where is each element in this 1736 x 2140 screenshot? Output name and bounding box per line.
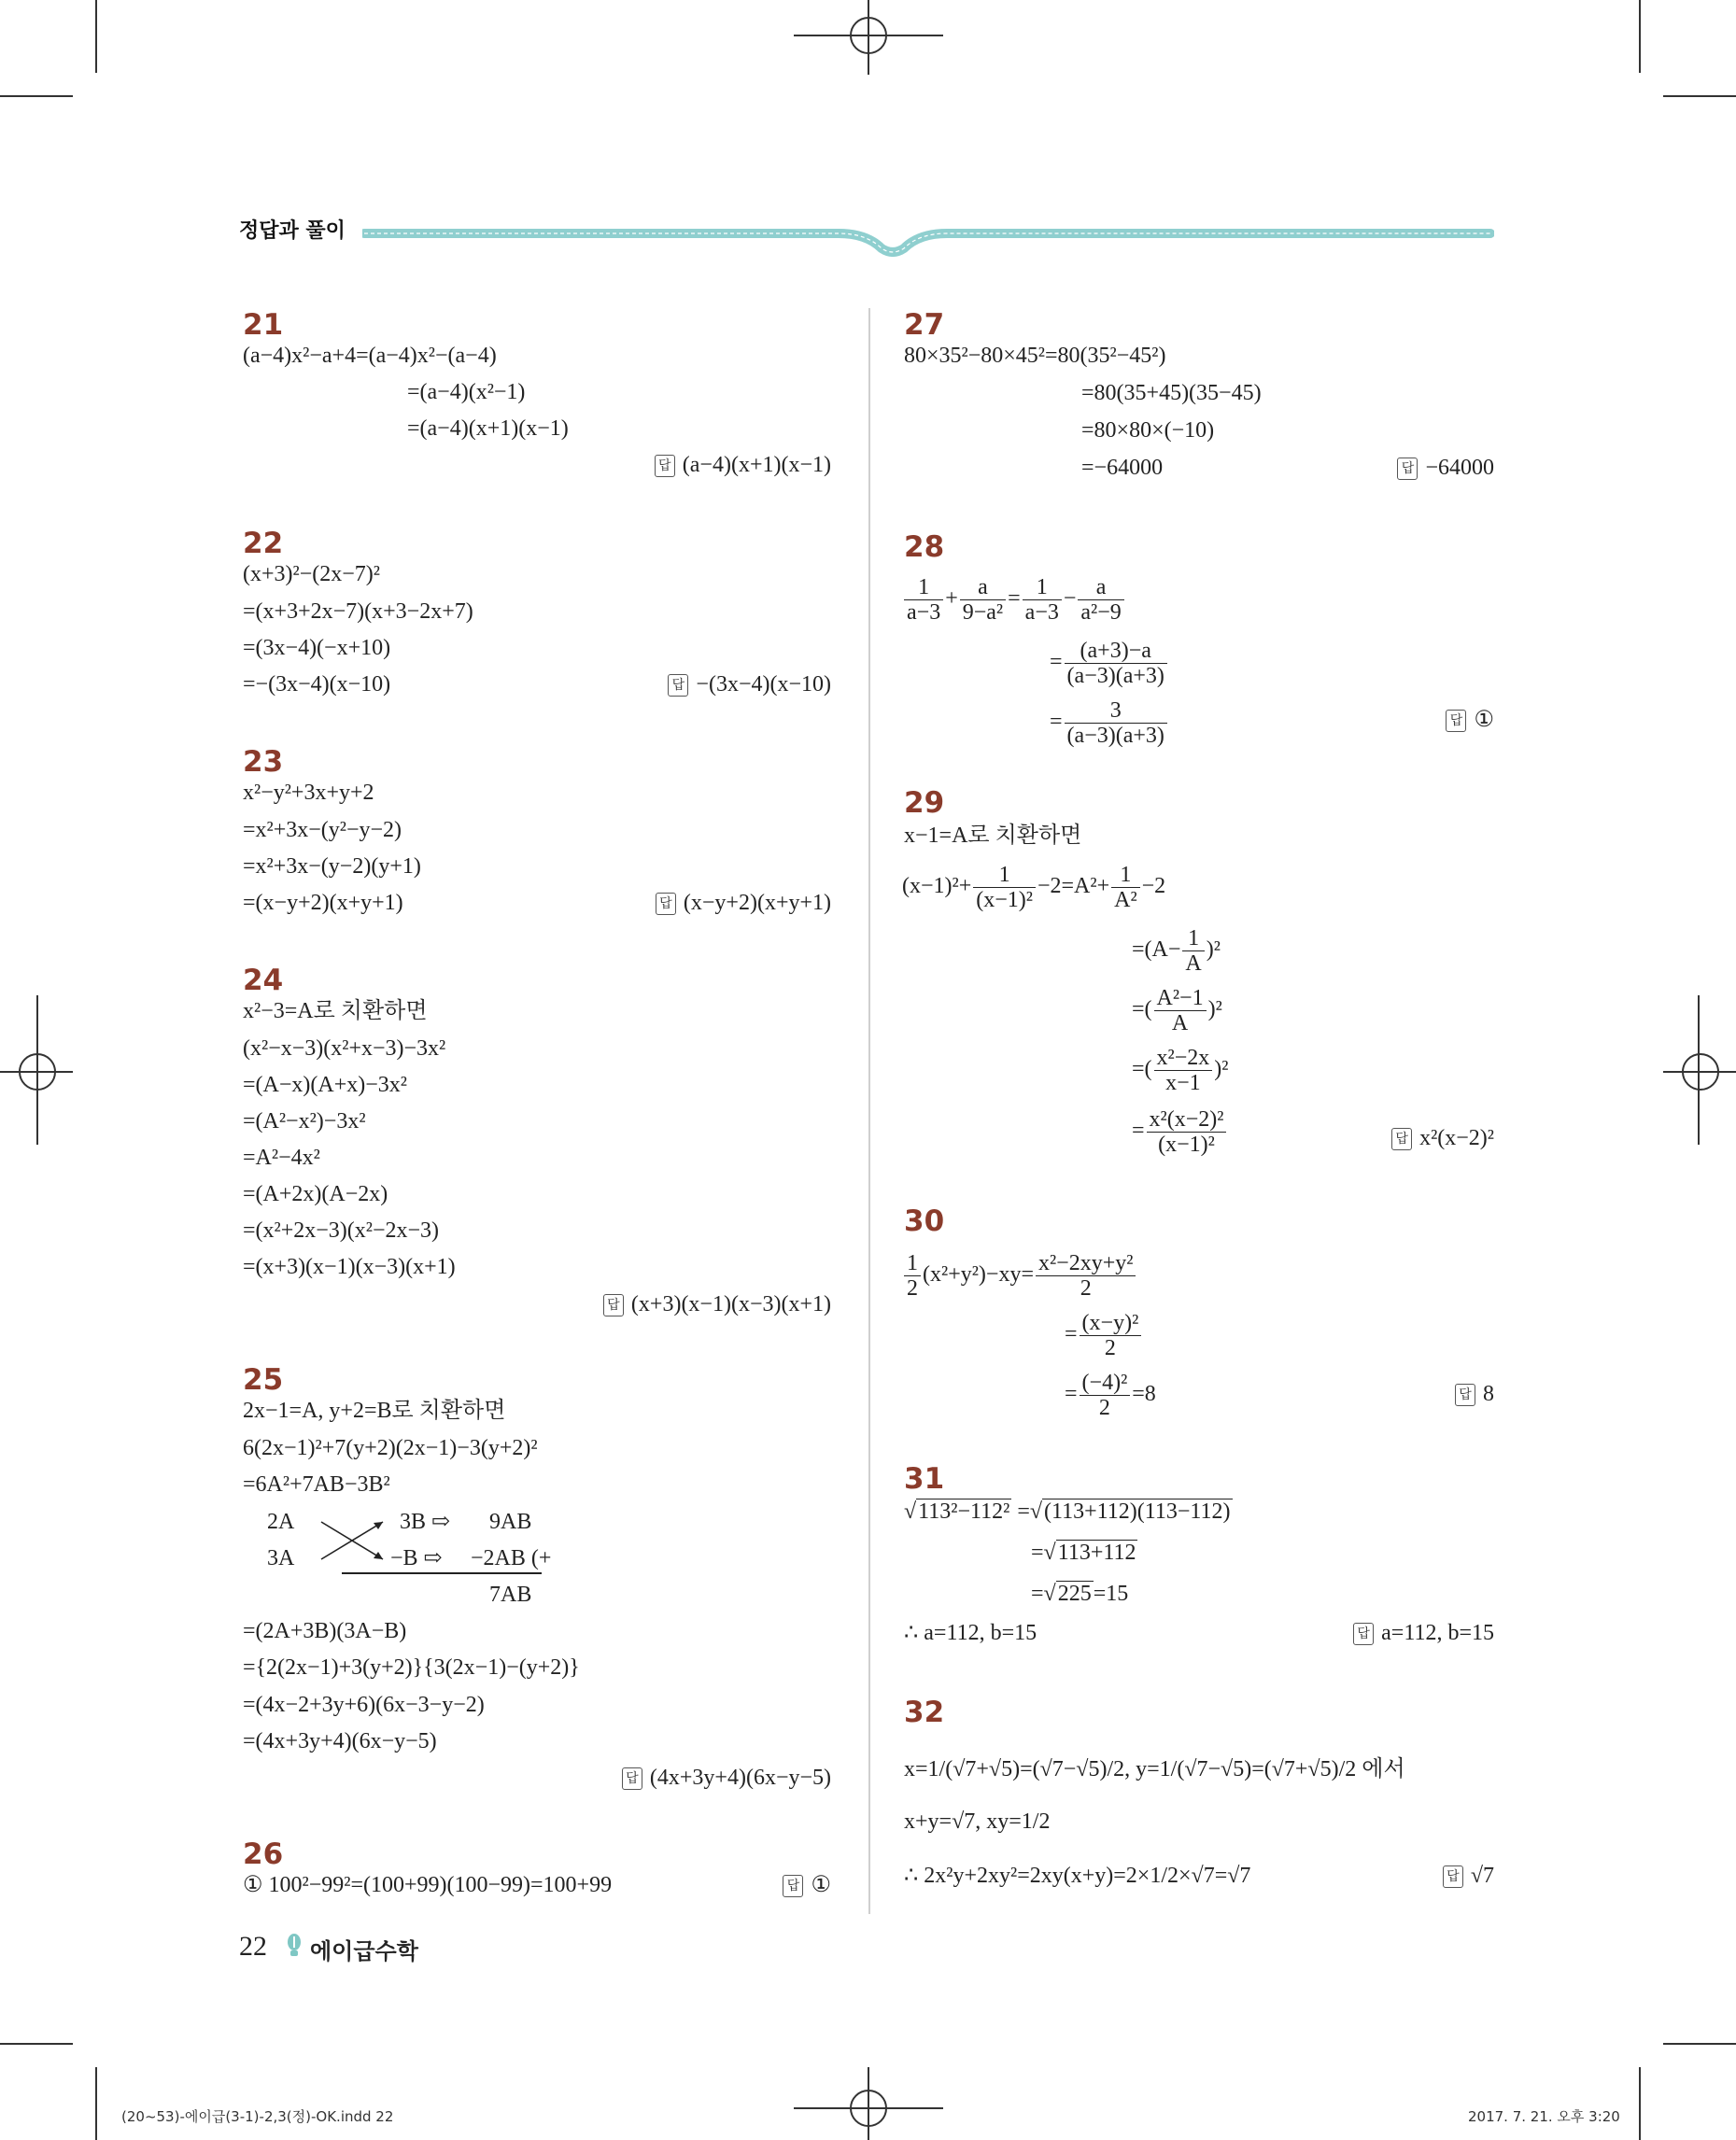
answer-mark-icon: 답 — [668, 674, 688, 697]
answer — [1419, 1380, 1494, 1408]
math-line: =(3x−4)(−x+10) — [243, 636, 391, 660]
answer — [560, 889, 831, 917]
fraction: $\frac{1}{2}$ — [904, 1251, 921, 1301]
answer — [1345, 454, 1494, 482]
math-line: =(A− $\frac{1}{A}$ )² — [1132, 926, 1221, 976]
math-line: = $\frac{3}{(a-3)(a+3)}$ — [1050, 698, 1169, 748]
page-number: 22 — [239, 1931, 267, 1962]
print-timestamp: 2017. 7. 21. 오후 3:20 — [1468, 2108, 1620, 2125]
fraction: $\frac{1}{\text{(x−1)²}}$ — [973, 863, 1036, 912]
fraction: $\frac{1}{a-3}$ — [904, 575, 943, 625]
crop-mark — [95, 0, 97, 73]
problem-number: 24 — [243, 964, 284, 997]
answer-text: √7 — [1470, 1864, 1494, 1888]
crop-mark — [1698, 995, 1700, 1145]
math-line: =(x−y+2)(x+y+1) — [243, 891, 403, 915]
math-line: 80×35²−80×45²=80(35²−45²) — [904, 344, 1166, 368]
math-line: =(x+3)(x−1)(x−3)(x+1) — [243, 1255, 456, 1279]
math-line: =x²+3x−(y²−y−2) — [243, 818, 402, 842]
crop-mark — [868, 2067, 869, 2140]
answer-mark-icon: 답 — [1446, 710, 1466, 732]
math-line: (x−1)²+ $\frac{1}{\text{(x−1)²}}$ −2=A²+ $\frac{1}{\text{A²}}$ −2 — [902, 863, 1166, 912]
problem-number: 32 — [904, 1696, 945, 1729]
page-title: 정답과 풀이 — [239, 219, 346, 243]
math-line: =√225=15 — [1031, 1582, 1129, 1606]
answer-text: −(3x−4)(x−10) — [696, 672, 831, 697]
answer-text: (a−4)(x+1)(x−1) — [682, 453, 831, 477]
fraction: $\frac{\text{x²−2x}}{x-1}$ — [1154, 1046, 1213, 1095]
math-line: = $\frac{\text{x²(x−2)²}}{\text{(x−1)²}}$ — [1132, 1107, 1228, 1157]
fraction: $\frac{3}{(a-3)(a+3)}$ — [1065, 698, 1167, 748]
print-file-name: (20~53)-에이급(3-1)-2,3(정)-OK.indd 22 — [121, 2108, 394, 2125]
answer-mark-icon: 답 — [622, 1767, 642, 1790]
answer-text: ① — [811, 1873, 831, 1897]
problem-number: 27 — [904, 308, 945, 342]
answer-mark-icon: 답 — [1455, 1384, 1475, 1406]
math-line: = $\frac{\text{(x−y)²}}{2}$ — [1065, 1311, 1143, 1360]
math-line: (x+3)²−(2x−7)² — [243, 562, 380, 586]
cross-factor-term: 3A — [267, 1546, 295, 1570]
problem-number: 25 — [243, 1363, 284, 1397]
answer — [747, 1871, 831, 1899]
fraction: $\frac{a}{\text{9−a²}}$ — [960, 575, 1006, 625]
problem-number: 21 — [243, 308, 284, 342]
cross-factor-term: 2A — [267, 1510, 295, 1534]
crop-mark — [1663, 2043, 1736, 2045]
problem-number: 30 — [904, 1204, 945, 1238]
fraction: $\frac{\text{(x−y)²}}{2}$ — [1080, 1311, 1142, 1360]
answer-mark-icon: 답 — [1397, 458, 1418, 480]
answer-mark-icon: 답 — [1443, 1865, 1463, 1888]
answer-mark-icon: 답 — [656, 893, 676, 915]
math-line: =−(3x−4)(x−10) — [243, 672, 391, 697]
fraction: $\frac{1}{\text{A²}}$ — [1111, 863, 1140, 912]
problem-number: 23 — [243, 745, 284, 779]
problem-number: 31 — [904, 1462, 945, 1496]
cross-factor-arrows — [318, 1511, 439, 1567]
math-line: 6(2x−1)²+7(y+2)(2x−1)−3(y+2)² — [243, 1436, 538, 1460]
math-line: =80(35+45)(35−45) — [1081, 381, 1262, 405]
math-line: (a−4)x²−a+4=(a−4)x²−(a−4) — [243, 344, 497, 368]
math-line: =(A²−x²)−3x² — [243, 1109, 366, 1133]
math-line: =( $\frac{\text{A²−1}}{A}$ )² — [1132, 986, 1222, 1035]
math-line: = $\frac{\text{(−4)²}}{2}$ =8 — [1065, 1371, 1156, 1420]
cross-factor-term: 9AB — [489, 1510, 532, 1534]
math-line: =( $\frac{\text{x²−2x}}{x-1}$ )² — [1132, 1046, 1229, 1095]
answer — [560, 670, 831, 698]
answer-text: 8 — [1483, 1382, 1494, 1406]
math-line: x+y=√7, xy=1/2 — [904, 1809, 1051, 1834]
math-line: =(x²+2x−3)(x²−2x−3) — [243, 1218, 440, 1243]
math-line: =x²+3x−(y−2)(y+1) — [243, 854, 421, 879]
answer-mark-icon: 답 — [783, 1875, 803, 1897]
math-line: =(4x−2+3y+6)(6x−3−y−2) — [243, 1693, 485, 1717]
math-line: ={2(2x−1)+3(y+2)}{3(2x−1)−(y+2)} — [243, 1655, 580, 1680]
answer-mark-icon: 답 — [1391, 1128, 1412, 1150]
math-line: =√113+112 — [1031, 1541, 1136, 1565]
sum-rule — [342, 1572, 542, 1574]
math-line: = $\frac{(a+3)-a}{(a-3)(a+3)}$ — [1050, 639, 1169, 688]
crop-mark — [1639, 2067, 1641, 2140]
math-line: x−1=A로 치환하면 — [904, 824, 1082, 848]
fraction: $\frac{\text{(−4)²}}{2}$ — [1080, 1371, 1131, 1420]
cross-factor-sum: 7AB — [489, 1583, 532, 1607]
math-line: =(A+2x)(A−2x) — [243, 1182, 388, 1206]
answer-text: a=112, b=15 — [1381, 1621, 1494, 1645]
fraction: $\frac{(a+3)-a}{(a-3)(a+3)}$ — [1065, 639, 1167, 688]
lightbulb-icon — [286, 1933, 303, 1961]
math-line: 2x−1=A, y+2=B로 치환하면 — [243, 1399, 506, 1423]
crop-mark — [0, 95, 73, 97]
math-line: =(a−4)(x²−1) — [407, 380, 526, 404]
answer-text: (x−y+2)(x+y+1) — [683, 891, 831, 915]
answer — [1401, 1862, 1494, 1890]
fraction: $\frac{\text{x²(x−2)²}}{\text{(x−1)²}}$ — [1147, 1107, 1227, 1157]
problem-number: 28 — [904, 530, 945, 564]
fraction: $\frac{1}{a-3}$ — [1023, 575, 1062, 625]
math-line: =(a−4)(x+1)(x−1) — [407, 416, 569, 441]
fraction: $\frac{\text{A²−1}}{A}$ — [1154, 986, 1207, 1035]
answer — [504, 1290, 831, 1318]
fraction: $\frac{\text{x²−2xy+y²}}{2}$ — [1036, 1251, 1136, 1301]
crop-mark — [95, 2067, 97, 2140]
problem-number: 29 — [904, 786, 945, 820]
brand-name: 에이급수학 — [310, 1938, 418, 1964]
cross-factor-term: −B ⇨ — [390, 1546, 443, 1570]
math-line: =(A−x)(A+x)−3x² — [243, 1073, 407, 1097]
answer — [1289, 1619, 1494, 1647]
answer-text: (x+3)(x−1)(x−3)(x+1) — [630, 1292, 831, 1316]
math-line: =A²−4x² — [243, 1146, 320, 1170]
math-line: x²−3=A로 치환하면 — [243, 999, 428, 1023]
math-line: √113²−112² =√(113+112)(113−112) — [904, 1499, 1231, 1524]
answer-mark-icon: 답 — [655, 455, 675, 477]
answer — [523, 1764, 831, 1792]
crop-mark — [0, 2043, 73, 2045]
math-line: ∴ 2x²y+2xy²=2xy(x+y)=2×1/2×√7=√7 — [904, 1864, 1251, 1888]
crop-mark — [1663, 95, 1736, 97]
math-line: =(2A+3B)(3A−B) — [243, 1619, 407, 1643]
crop-mark — [1639, 0, 1641, 73]
math-line: =(4x+3y+4)(6x−y−5) — [243, 1729, 437, 1753]
answer-text: x²(x−2)² — [1419, 1126, 1494, 1150]
math-line: x=1/(√7+√5)=(√7−√5)/2, y=1/(√7−√5)=(√7+√5)/2 에서 — [904, 1757, 1405, 1781]
problem-number: 22 — [243, 527, 284, 560]
answer-mark-icon: 답 — [1353, 1623, 1374, 1645]
header-rule — [362, 220, 1494, 258]
answer-text: ① — [1474, 708, 1494, 732]
answer — [1401, 706, 1494, 734]
math-line: ∴ a=112, b=15 — [904, 1621, 1037, 1645]
math-line: =−64000 — [1081, 456, 1164, 480]
answer — [1345, 1124, 1494, 1152]
answer — [560, 451, 831, 479]
math-line: x²−y²+3x+y+2 — [243, 781, 374, 805]
fraction: $\frac{1}{A}$ — [1182, 926, 1204, 976]
crop-mark — [868, 0, 869, 75]
cross-factor-term: 3B ⇨ — [400, 1510, 451, 1534]
math-line: $\frac{1}{2}$ (x²+y²)−xy= $\frac{\text{x²−2xy+y²}}{2}$ — [902, 1251, 1137, 1301]
answer-text: −64000 — [1425, 456, 1494, 480]
column-divider — [868, 308, 870, 1914]
cross-factor-term: −2AB (+ — [471, 1546, 552, 1570]
answer-text: (4x+3y+4)(6x−y−5) — [649, 1766, 831, 1790]
math-line: ① 100²−99²=(100+99)(100−99)=100+99 — [243, 1873, 613, 1897]
math-line: =80×80×(−10) — [1081, 418, 1215, 443]
math-line: =(x+3+2x−7)(x+3−2x+7) — [243, 599, 473, 624]
answer-mark-icon: 답 — [603, 1294, 624, 1316]
crop-mark — [1663, 1071, 1736, 1073]
crop-mark — [36, 995, 38, 1145]
math-line: =6A²+7AB−3B² — [243, 1472, 390, 1497]
fraction: $\frac{a}{\text{a²−9}}$ — [1078, 575, 1123, 625]
math-line: $\frac{1}{a-3}$ + $\frac{a}{\text{9−a²}}$ = $\frac{1}{a-3}$ − $\frac{a}{\text{a²−9}}$ — [902, 575, 1126, 625]
problem-number: 26 — [243, 1837, 284, 1871]
math-line: (x²−x−3)(x²+x−3)−3x² — [243, 1036, 446, 1061]
